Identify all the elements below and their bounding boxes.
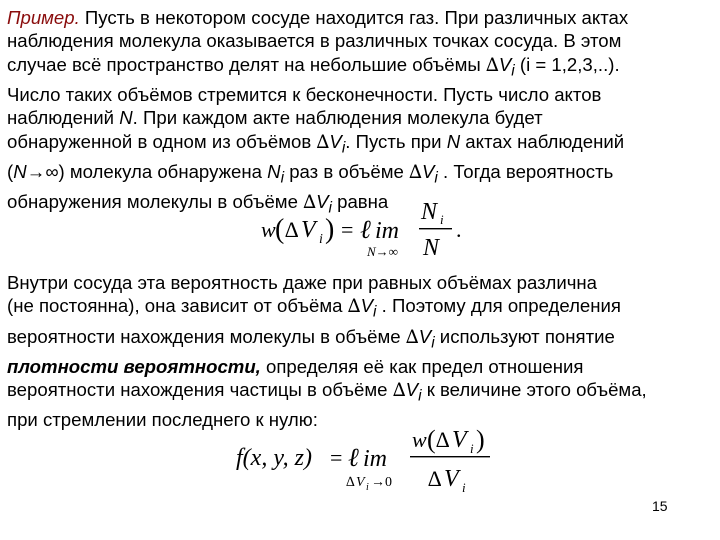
f1-numerator-sub: i <box>440 212 444 227</box>
f1-numerator: N <box>421 199 438 225</box>
f1-lparen: ( <box>275 214 285 245</box>
p2-line-6: при стремлении последнего к нулю: <box>7 409 318 431</box>
f2-num-rparen: ) <box>476 425 485 454</box>
f2-under-arrow: →0 <box>371 475 392 490</box>
f1-delta: ∆ <box>285 217 299 242</box>
f2-den-i: i <box>462 480 466 495</box>
f2-den-V: V <box>444 466 459 492</box>
p1-line-1: Пример. Пусть в некотором сосуде находится газ. При различных актах <box>7 7 629 28</box>
p1-line-7: (N→∞) молекула обнаружена $N_i$ раз в объёме $\Delta V_i$ . Тогда вероятность <box>7 160 614 187</box>
f1-lim-im: im <box>375 218 399 244</box>
probability-formula <box>255 195 475 265</box>
f2-lim-im: im <box>363 446 387 472</box>
delta-symbol: ∆ <box>347 296 361 318</box>
f1-w: w <box>261 217 276 242</box>
f2-num-w: w <box>412 427 427 452</box>
p2-line-3: вероятности нахождения молекулы в объёме $\Delta V_i$ используют понятие <box>7 325 615 352</box>
f2-den-delta: ∆ <box>428 466 442 491</box>
f1-lim-under: N→∞ <box>367 244 398 259</box>
f1-i: i <box>319 232 323 247</box>
f1-V: V <box>301 217 316 243</box>
paragraph-example <box>7 6 712 220</box>
f2-num-i: i <box>470 441 474 456</box>
p2-line-5: вероятности нахождения частицы в объёме $\Delta V_i$ к величине этого объёма, <box>7 379 647 405</box>
f2-lim-l: ℓ <box>348 443 359 472</box>
delta-symbol: ∆ <box>303 192 317 213</box>
f2-fraction-bar <box>410 456 490 457</box>
f2-under-i: i <box>366 482 369 493</box>
probability-density-term: плотности вероятности, <box>7 355 261 377</box>
f1-period: . <box>456 217 462 242</box>
p1-line-2: наблюдения молекула оказывается в различных точках сосуда. В этом <box>7 30 622 52</box>
p1-line-3: случае всё пространство делят на небольшие объёмы $\Delta V_i$ (i = 1,2,3,..). <box>7 53 620 80</box>
delta-symbol: ∆ <box>409 161 423 183</box>
page-number: 15 <box>652 498 668 514</box>
f2-lhs: f(x, y, z) <box>236 445 312 471</box>
f1-denominator: N <box>423 235 440 261</box>
p2-line-2: (не постоянна), она зависит от объёма $\Delta V_i$ . Поэтому для определения <box>7 295 621 322</box>
f1-rparen: ) <box>325 214 335 245</box>
delta-symbol: ∆ <box>485 54 499 76</box>
f1-equals: = <box>341 217 354 242</box>
f2-equals: = <box>330 445 343 470</box>
f2-num-lparen: ( <box>427 425 436 454</box>
density-formula <box>232 420 502 500</box>
f1-lim-l: ℓ <box>360 215 371 244</box>
p1-line-4: Число таких объёмов стремится к бесконечности. Пусть число актов <box>7 83 602 105</box>
f2-num-V: V <box>452 427 467 453</box>
delta-symbol: ∆ <box>405 326 419 348</box>
example-lead: Пример. <box>7 7 80 28</box>
p1-line-5: наблюдений N. При каждом акте наблюдения молекула будет <box>7 107 543 129</box>
p2-line-4: плотности вероятности, определяя её как предел отношения <box>7 355 584 377</box>
f2-num-delta: ∆ <box>436 427 450 452</box>
delta-symbol: ∆ <box>392 380 406 402</box>
delta-symbol: ∆ <box>316 131 330 153</box>
p2-line-1: Внутри сосуда эта вероятность даже при равных объёмах различна <box>7 272 597 293</box>
paragraph-density <box>7 271 712 432</box>
f1-fraction-bar <box>419 228 452 229</box>
p1-line-6: обнаруженной в одном из объёмов $\Delta V_i$. Пусть при N актах наблюдений <box>7 130 625 157</box>
f2-under-delta: ∆ <box>346 475 355 490</box>
p1-line-8: обнаружения молекулы в объёме $\Delta V_i$ равна <box>7 191 389 217</box>
f2-under-V: V <box>356 475 365 490</box>
